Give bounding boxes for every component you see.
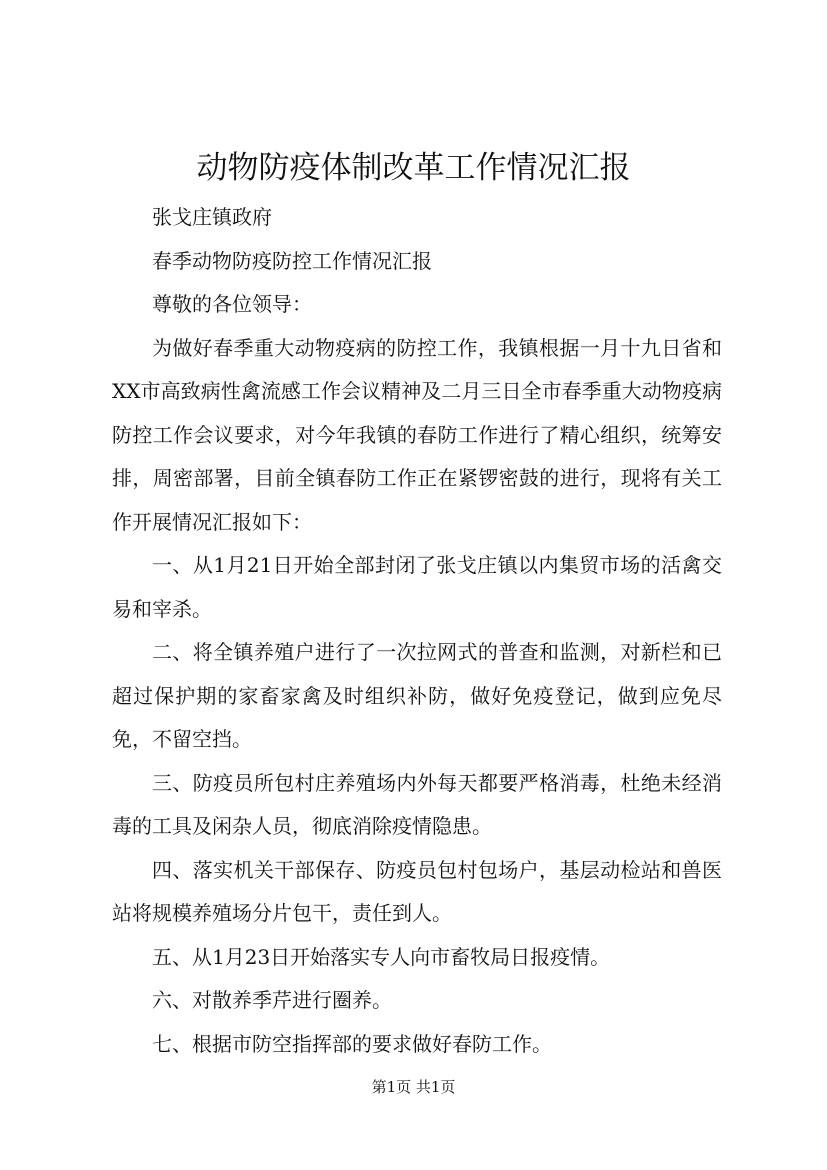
document-title: 动物防疫体制改革工作情况汇报 (196, 150, 631, 186)
paragraph-introduction: 为做好春季重大动物疫病的防控工作，我镇根据一月十九日省和XX市高致病性禽流感工作会议精神及二月三日全市春季重大动物疫病防控工作会议要求，对今年我镇的春防工作进行了精心组织，统筹安排，周密部署，目前全镇春防工作正在紧锣密鼓的进行，现将有关工作开展情况汇报如下： (112, 335, 722, 534)
paragraph-item-2: 二、将全镇养殖户进行了一次拉网式的普查和监测，对新栏和已超过保护期的家畜家禽及时组织补防，做好免疫登记，做到应免尽免，不留空挡。 (112, 640, 722, 751)
document-body (112, 196, 722, 1066)
paragraph-item-6: 六、对散养季芹进行圈养。 (152, 988, 392, 1012)
paragraph-item-4: 四、落实机关干部保存、防疫员包村包场户，基层动检站和兽医站将规模养殖场分片包干，责任到人。 (112, 857, 722, 925)
paragraph-salutation: 尊敬的各位领导： (152, 292, 312, 316)
paragraph-government-name: 张戈庄镇政府 (152, 205, 272, 229)
paragraph-item-7: 七、根据市防空指挥部的要求做好春防工作。 (152, 1031, 552, 1056)
page-number-info: 第1页 共1页 (371, 1078, 456, 1096)
page-footer (0, 1076, 827, 1098)
paragraph-item-1: 一、从1月21日开始全部封闭了张戈庄镇以内集贸市场的活禽交易和宰杀。 (112, 553, 722, 621)
paragraph-report-subtitle: 春季动物防疫防控工作情况汇报 (152, 248, 432, 273)
paragraph-item-3: 三、防疫员所包村庄养殖场内外每天都要严格消毒，杜绝未经消毒的工具及闲杂人员，彻底消除疫情隐患。 (112, 770, 722, 838)
paragraph-item-5: 五、从1月23日开始落实专人向市畜牧局日报疫情。 (152, 944, 611, 969)
